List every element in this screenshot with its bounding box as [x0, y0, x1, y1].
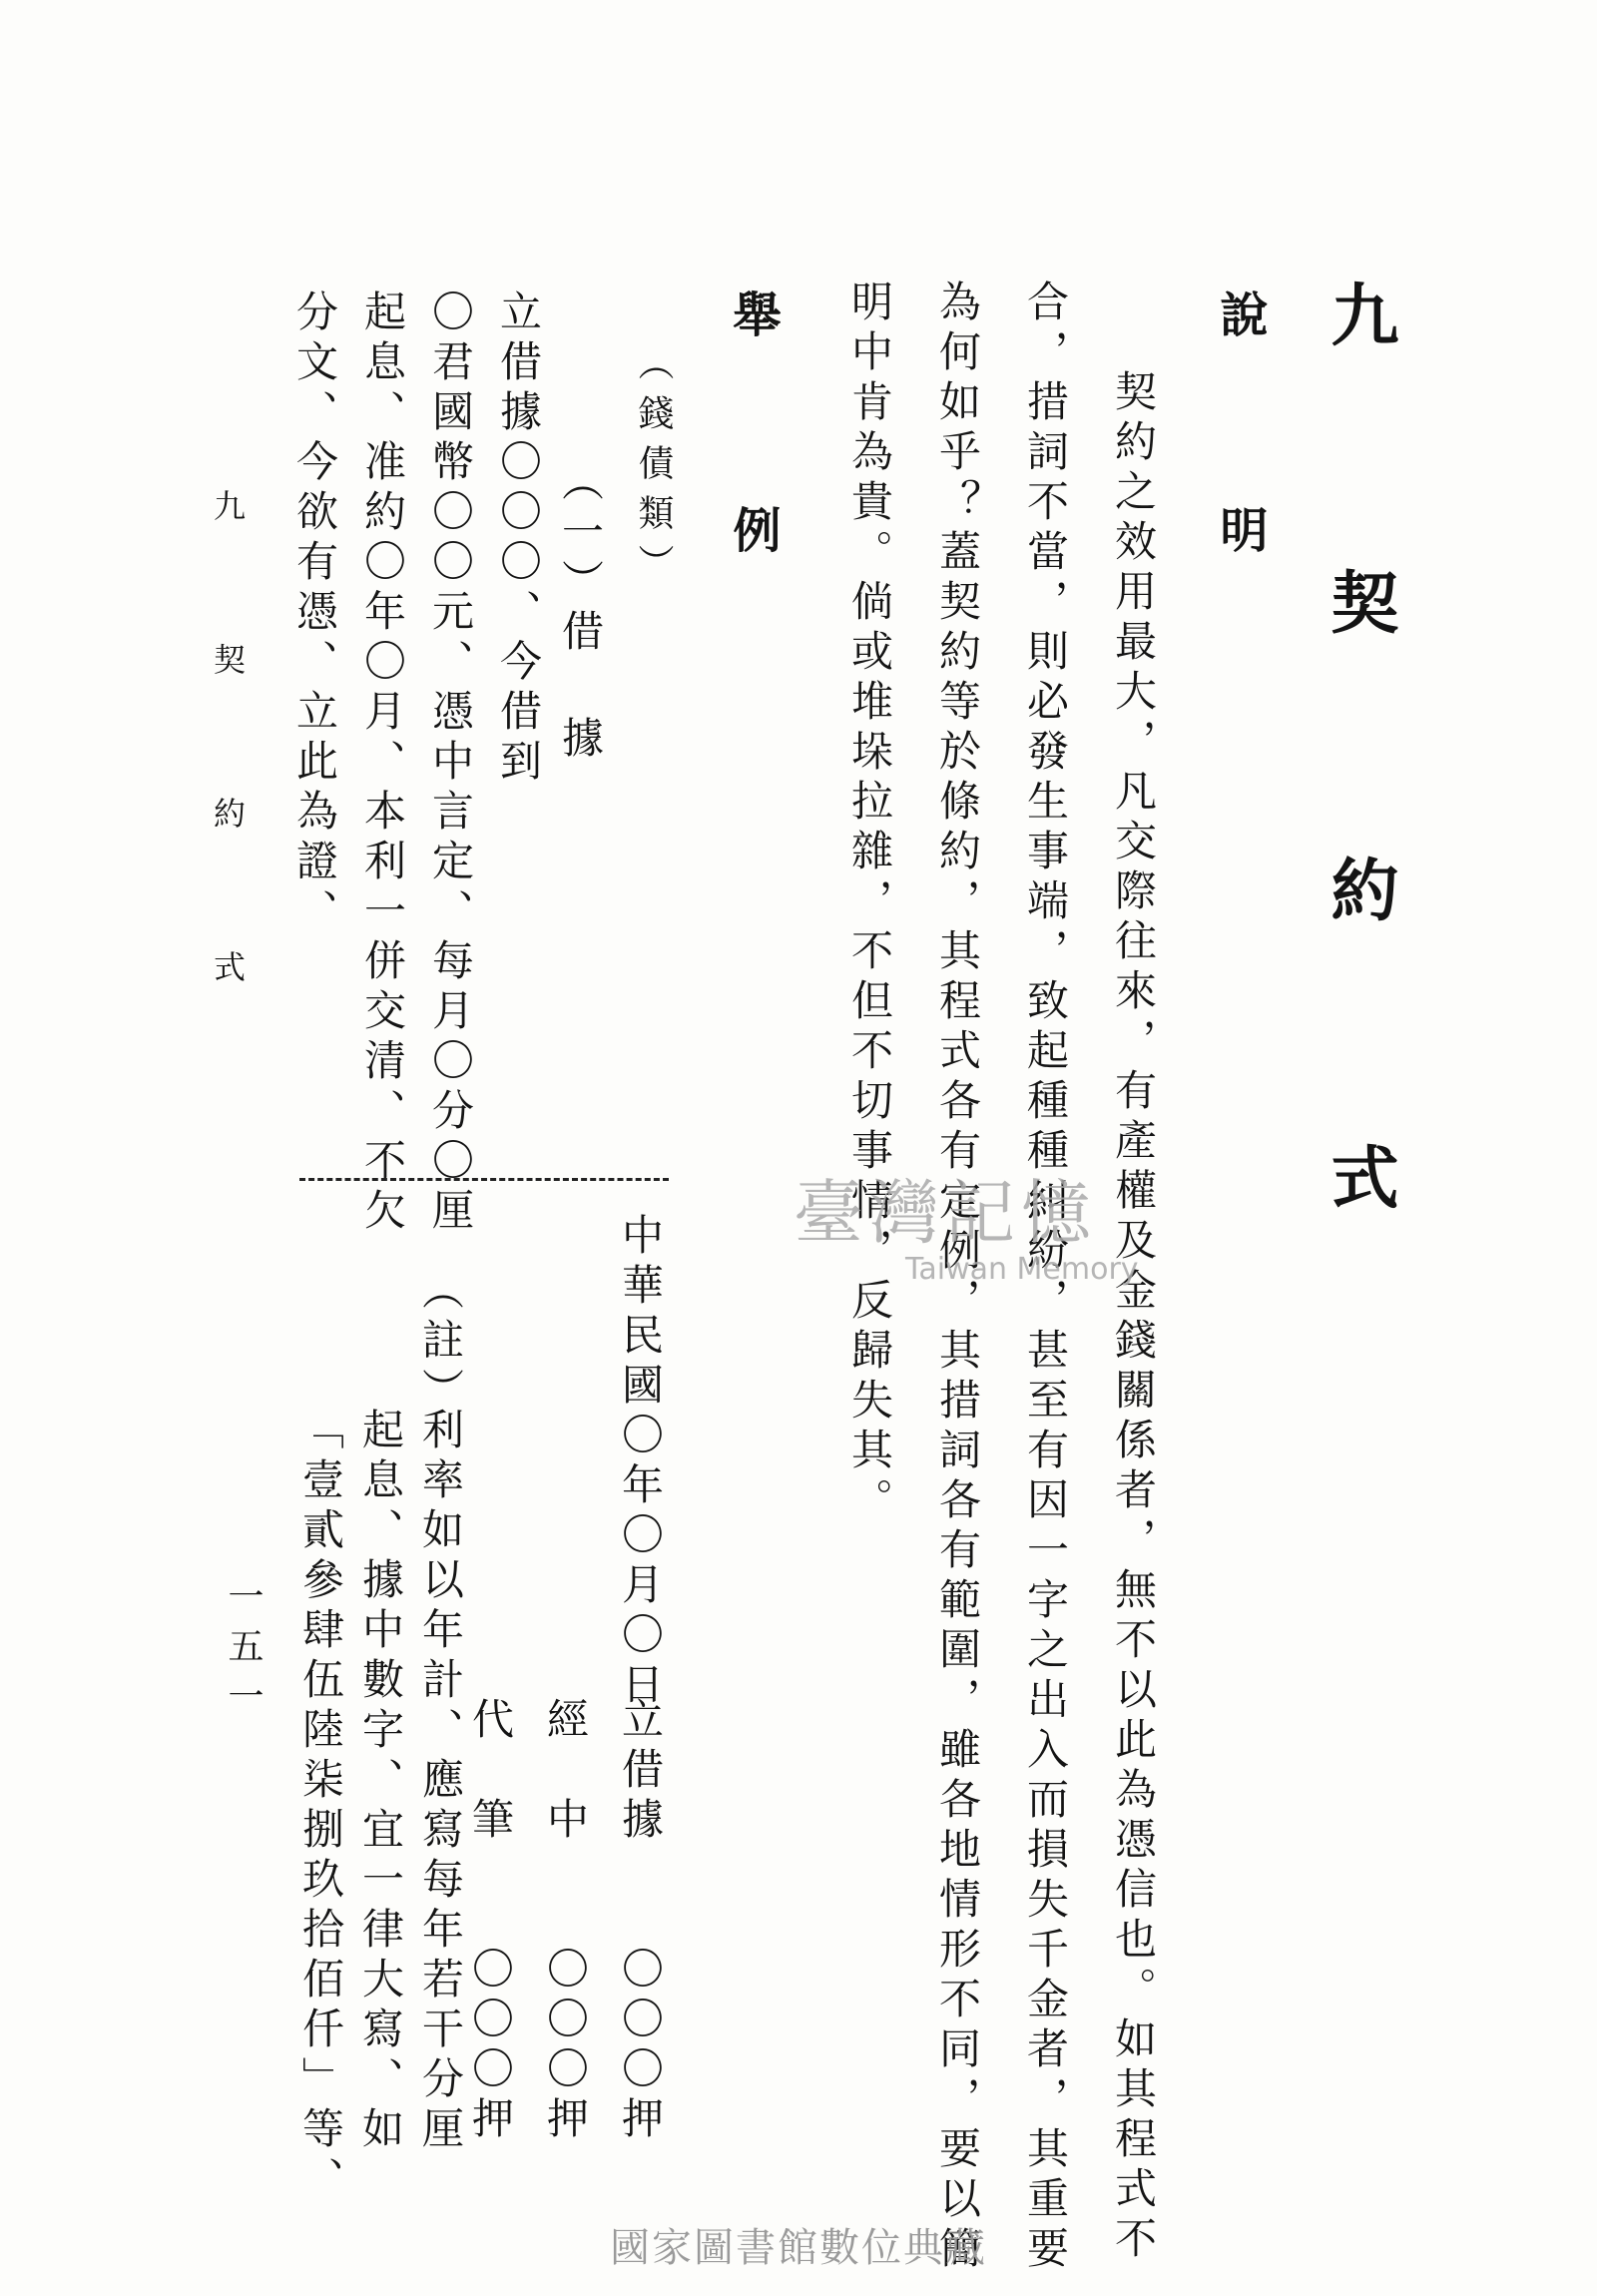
archive-credit: 國家圖書館數位典藏 — [610, 2225, 987, 2271]
explanation-line: 契約之效用最大，凡交際往來，有產權及金錢關係者，無不以此為憑信也。如其程式不 — [1109, 369, 1158, 2266]
watermark-text-en: Taiwan Memory — [905, 1252, 1139, 1287]
watermark-logo — [794, 1172, 1139, 1287]
note-line: 利率如以年計、應寫每年若干分厘 — [416, 1408, 465, 2156]
watermark-text-zh: 臺灣記憶 — [794, 1172, 1097, 1254]
explanation-line: 合，措詞不當，則必發生事端，致起種種糾紛，甚至有因一字之出入而損失千金者，其重要 — [1021, 280, 1070, 2276]
note-label: （註） — [416, 1268, 465, 1418]
examples-heading: 舉 例 — [725, 289, 781, 609]
signatory-role: 經 中 — [541, 1697, 590, 1847]
category-label: （錢債類） — [633, 344, 674, 594]
signatory-role: 立借據 — [616, 1697, 665, 1847]
contract-date: 中華民國〇年〇月〇日 — [616, 1213, 665, 1712]
explanation-line: 為何如乎？蓋契約等於條約，其程式各有定例，其措詞各有範圍，雖各地情形不同，要以簡 — [933, 280, 982, 2276]
note-line: 「壹貳參肆伍陸柒捌玖拾佰仟」等、 — [296, 1408, 345, 2206]
contract-line: 起息、准約〇年〇月、本利一併交清、不欠 — [358, 289, 407, 1238]
signatory-name: 〇〇〇押 — [541, 1947, 590, 2146]
divider — [299, 1178, 669, 1181]
contract-line: 立借據〇〇〇、今借到 — [494, 289, 543, 789]
note-line: 起息、據中數字、宜一律大寫、如 — [356, 1408, 405, 2156]
signatory-name: 〇〇〇押 — [466, 1947, 515, 2146]
signatory-name: 〇〇〇押 — [616, 1947, 665, 2146]
contract-line: 〇君國幣〇〇元、憑中言定、每月〇分〇厘 — [426, 289, 475, 1238]
page-title: 九 契 約 式 — [1320, 280, 1399, 1280]
document-type-heading: （一）借 據 — [556, 459, 605, 766]
explanation-heading: 說 明 — [1212, 289, 1268, 609]
running-title: 九 契 約 式 — [209, 489, 247, 1024]
page-number: 一五一 — [223, 1577, 264, 1727]
contract-line: 分文、今欲有憑、立此為證、 — [290, 289, 339, 938]
explanation-line: 明中肯為貴。倘或堆垛拉雜，不但不切事情，反歸失其。 — [845, 280, 894, 1527]
signatory-role: 代 筆 — [466, 1697, 515, 1847]
